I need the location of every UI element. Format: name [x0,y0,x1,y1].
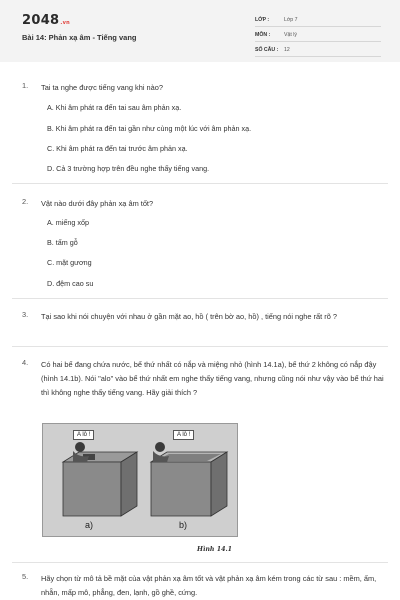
speech-bubble-b: A lô ! [173,430,194,440]
question-number: 3. [22,310,29,319]
speech-bubble-a: A lô ! [73,430,94,440]
option-2b: B. tấm gỗ [47,238,78,247]
divider [12,183,388,184]
meta-subject: MÔN : Vật lý [255,29,381,42]
tank-figure [42,423,238,537]
worksheet-header [0,0,400,62]
question-number: 4. [22,358,29,367]
tank-illustration [43,424,237,536]
question-text: Tai ta nghe được tiếng vang khi nào? [41,83,163,92]
option-2c: C. mặt gương [47,258,92,267]
meta-class: LỚP : Lớp 7 [255,14,381,27]
option-1b: B. Khi âm phát ra đến tai gần như cùng một lúc với âm phản xạ. [47,124,252,133]
question-text: Hãy chọn từ mô tả bề mặt của vật phản xạ âm tốt và vật phản xạ âm kém trong các từ sau : mềm, ấm, nhẵn, mấp mô, phẳng, đen, lạnh, gồ ghề, cứng. [41,574,377,597]
question-number: 1. [22,81,29,90]
meta-question-count: SỐ CÂU : 12 [255,44,381,57]
question-text: Tại sao khi nói chuyện với nhau ở gần mặt ao, hồ ( trên bờ ao, hồ) , tiếng nói nghe rất rõ ? [41,312,337,321]
question-number: 2. [22,197,29,206]
question-text: Vật nào dưới đây phản xạ âm tốt? [41,199,154,208]
question-number: 5. [22,572,29,581]
figure-caption: Hình 14.1 [197,546,233,553]
option-1a: A. Khi âm phát ra đến tai sau âm phản xạ. [47,103,182,112]
figure-label-a: a) [85,520,94,530]
divider [12,346,388,347]
divider [12,298,388,299]
option-1d: D. Cả 3 trường hợp trên đều nghe thấy tiếng vang. [47,164,210,173]
divider [12,562,388,563]
option-2d: D. đệm cao su [47,279,94,288]
figure-label-b: b) [179,520,188,530]
option-1c: C. Khi âm phát ra đến tai trước âm phản xạ. [47,144,188,153]
site-logo[interactable]: 2048.vn [22,13,71,28]
question-text: Có hai bể đang chứa nước, bể thứ nhất có nắp và miệng nhỏ (hình 14.1a), bể thứ 2 không có nắp đậy (hình 14.1b). Nói "alo" vào bể thứ nhất em nghe thấy tiếng vang, nhưng cũng nói như vậy vào bể thứ hai thì không nghe thấy tiếng vang. Hãy giải thích ? [41,360,384,397]
option-2a: A. miếng xốp [47,218,89,227]
lesson-title: Bài 14: Phản xạ âm - Tiếng vang [22,33,137,42]
